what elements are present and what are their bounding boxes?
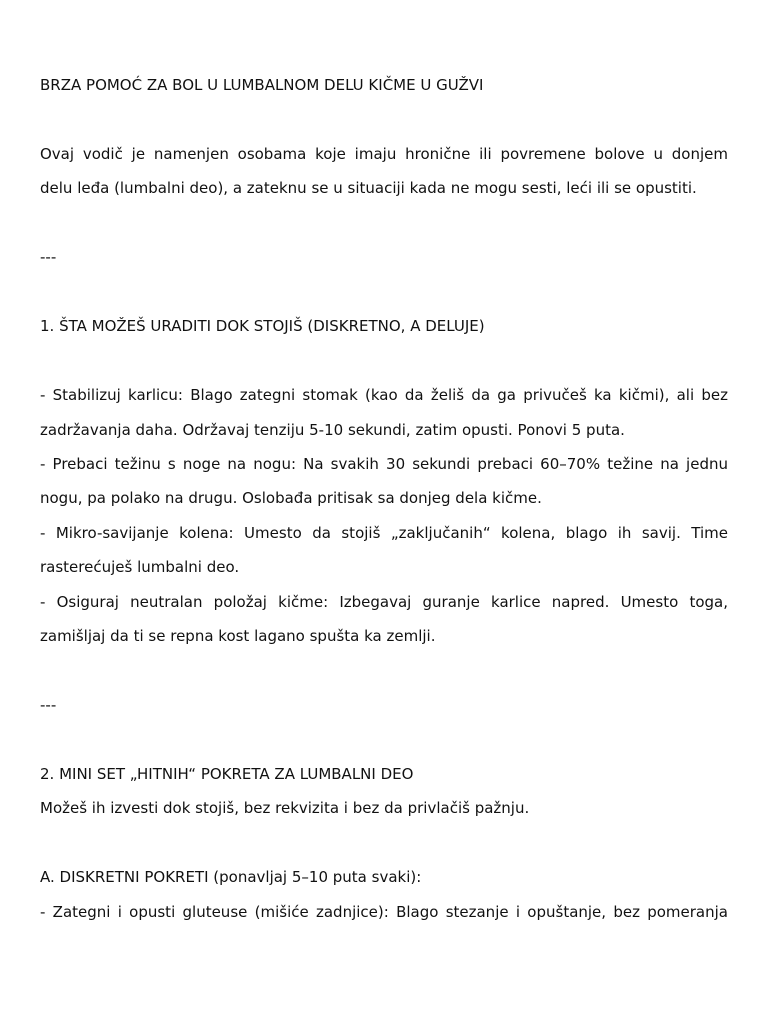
intro-line-1: Ovaj vodič je namenjen osobama koje imaju hronične ili povremene bolove u donjem [40, 145, 728, 163]
intro-line-2: delu leđa (lumbalni deo), a zateknu se u situaciji kada ne mogu sesti, leći ili se opustiti. [40, 179, 697, 197]
section-1-line-7: - Osiguraj neutralan položaj kičme: Izbegavaj guranje karlice napred. Umesto toga, [40, 593, 728, 611]
section-1-line-6: rasterećuješ lumbalni deo. [40, 558, 240, 576]
section-2-heading: 2. MINI SET „HITNIH“ POKRETA ZA LUMBALNI DEO [40, 765, 414, 783]
section-1-line-5: - Mikro-savijanje kolena: Umesto da stojiš „zaključanih“ kolena, blago ih savij. Time [40, 524, 728, 542]
section-1-line-1: - Stabilizuj karlicu: Blago zategni stomak (kao da želiš da ga privučeš ka kičmi), ali bez [40, 386, 728, 404]
subsection-a-heading: A. DISKRETNI POKRETI (ponavljaj 5–10 puta svaki): [40, 868, 422, 886]
section-1-line-8: zamišljaj da ti se repna kost lagano spušta ka zemlji. [40, 627, 436, 645]
section-1-line-2: zadržavanja daha. Održavaj tenziju 5-10 sekundi, zatim opusti. Ponovi 5 puta. [40, 421, 625, 439]
section-2-subtitle: Možeš ih izvesti dok stojiš, bez rekvizita i bez da privlačiš pažnju. [40, 799, 530, 817]
separator-1: --- [40, 248, 57, 266]
subsection-a-line-1: - Zategni i opusti gluteuse (mišiće zadnjice): Blago stezanje i opuštanje, bez pomeranja [40, 903, 728, 921]
section-1-line-4: nogu, pa polako na drugu. Oslobađa pritisak sa donjeg dela kičme. [40, 489, 542, 507]
document-title: BRZA POMOĆ ZA BOL U LUMBALNOM DELU KIČME U GUŽVI [40, 76, 484, 94]
section-1-line-3: - Prebaci težinu s noge na nogu: Na svakih 30 sekundi prebaci 60–70% težine na jednu [40, 455, 728, 473]
section-1-heading: 1. ŠTA MOŽEŠ URADITI DOK STOJIŠ (DISKRETNO, A DELUJE) [40, 317, 485, 335]
separator-2: --- [40, 696, 57, 714]
